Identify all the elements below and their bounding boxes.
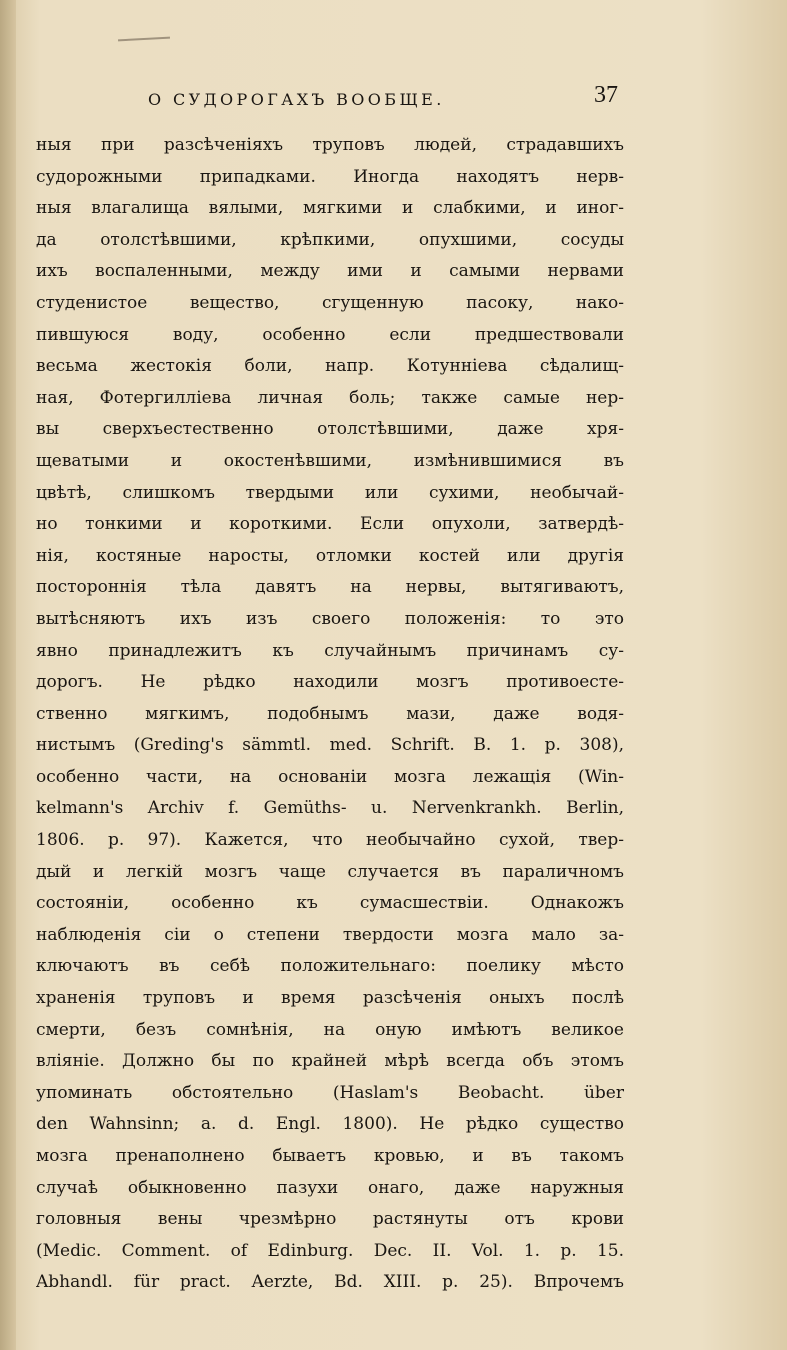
text-line: смерти, безъ сомнѣнія, на оную имѣютъ великое	[36, 1019, 624, 1040]
text-line: нистымъ (Greding's sämmtl. med. Schrift. B. 1. p. 308),	[36, 735, 624, 756]
text-line: дорогъ. Не рѣдко находили мозгъ противоесте-	[36, 672, 624, 693]
text-line: дый и легкій мозгъ чаще случается въ параличномъ	[36, 861, 624, 882]
body-text	[36, 130, 624, 1299]
text-line: мозга пренаполнено бываетъ кровью, и въ такомъ	[36, 1146, 624, 1166]
text-line: состояніи, особенно къ сумасшествіи. Однакожъ	[36, 893, 624, 914]
text-line: Abhandl. für pract. Aerzte, Bd. XIII. p. 25). Впрочемъ	[36, 1272, 624, 1293]
text-line: случаѣ обыкновенно пазухи онаго, даже наружныя	[36, 1177, 624, 1198]
text-line: ныя при разсѣченіяхъ труповъ людей, страдавшихъ	[36, 135, 624, 155]
book-spine-shadow	[0, 0, 16, 1350]
text-line: пившуюся воду, особенно если предшествовали	[36, 324, 624, 345]
text-line: явно принадлежитъ къ случайнымъ причинамъ су-	[36, 640, 624, 661]
text-line: вліяніе. Должно бы по крайней мѣрѣ всегда объ этомъ	[36, 1051, 624, 1072]
text-line: цвѣтѣ, слишкомъ твердыми или сухими, необычай-	[36, 482, 624, 503]
text-line: но тонкими и короткими. Если опухоли, затвердѣ-	[36, 514, 624, 535]
text-line: щеватыми и окостенѣвшими, измѣнившимися въ	[36, 450, 624, 471]
text-line: наблюденія сіи о степени твердости мозга мало за-	[36, 924, 624, 945]
text-line: вы сверхъестественно отолстѣвшими, даже хря-	[36, 419, 624, 440]
text-line: да отолстѣвшими, крѣпкими, опухшими, сосуды	[36, 229, 624, 250]
text-line: весьма жестокія боли, напр. Котунніева сѣдалищ-	[36, 356, 624, 377]
text-line: den Wahnsinn; a. d. Engl. 1800). Не рѣдко существо	[36, 1114, 624, 1135]
text-line: головныя вены чрезмѣрно растянуты отъ крови	[36, 1209, 624, 1230]
text-line: вытѣсняютъ ихъ изъ своего положенія: то это	[36, 608, 624, 629]
text-line: постороннія тѣла давятъ на нервы, вытягиваютъ,	[36, 577, 624, 598]
text-line: храненія труповъ и время разсѣченія оныхъ послѣ	[36, 988, 624, 1009]
running-head: О СУДОРОГАХЪ ВООБЩЕ.	[148, 90, 445, 109]
text-line: ныя влагалища вялыми, мягкими и слабкими, и иног-	[36, 198, 624, 219]
text-line: студенистое вещество, сгущенную пасоку, нако-	[36, 292, 624, 313]
text-line: ключаютъ въ себѣ положительнаго: поелику мѣсто	[36, 956, 624, 977]
text-line: (Medic. Comment. of Edinburg. Dec. II. Vol. 1. p. 15.	[36, 1240, 624, 1261]
text-line: нія, костяные наросты, отломки костей или другія	[36, 545, 624, 566]
text-line: ная, Фотергилліева личная боль; также самые нер-	[36, 387, 624, 408]
page-number: 37	[594, 82, 618, 108]
text-line: ихъ воспаленными, между ими и самыми нервами	[36, 261, 624, 282]
text-line: kelmann's Archiv f. Gemüths- u. Nervenkrankh. Berlin,	[36, 798, 624, 819]
text-line: 1806. p. 97). Кажется, что необычайно сухой, твер-	[36, 830, 624, 851]
text-line: судорожными припадками. Иногда находятъ нерв-	[36, 166, 624, 187]
text-line: особенно части, на основаніи мозга лежащія (Win-	[36, 766, 624, 787]
text-line: упоминать обстоятельно (Haslam's Beobacht. über	[36, 1082, 624, 1103]
pencil-mark	[118, 37, 170, 42]
text-line: ственно мягкимъ, подобнымъ мази, даже водя-	[36, 703, 624, 724]
